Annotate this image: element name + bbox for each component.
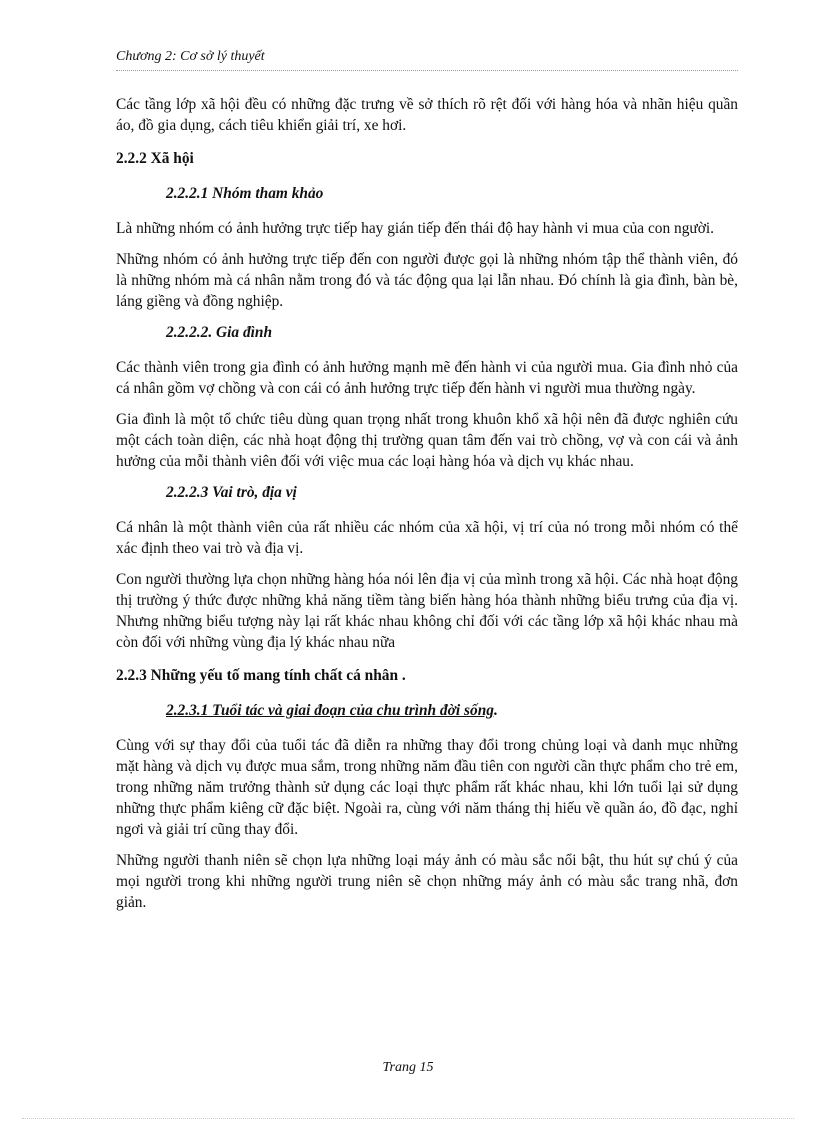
paragraph: Con người thường lựa chọn những hàng hóa nói lên địa vị của mình trong xã hội. Các nhà hoạt động thị trường ý thức được những khả năng tiềm tàng biến hàng hóa thành những biểu trưng của địa vị. Nhưng những biểu tượng này lại rất khác nhau không chỉ đối với các tầng lớp xã hội khác nhau mà còn đối với những vùng địa lý khác nhau nữa: [116, 571, 738, 651]
paragraph: Cá nhân là một thành viên của rất nhiều các nhóm của xã hội, vị trí của nó trong mỗi nhóm có thể xác định theo vai trò và địa vị.: [116, 519, 738, 557]
section-heading-2-2-3: 2.2.3 Những yếu tố mang tính chất cá nhân .: [116, 667, 406, 684]
section-heading-2-2-2: 2.2.2 Xã hội: [116, 150, 194, 167]
subsection-heading-2-2-2-3: 2.2.2.3 Vai trò, địa vị: [166, 484, 297, 501]
subsection-heading-2-2-2-2: 2.2.2.2. Gia đình: [166, 324, 273, 341]
paragraph: Những người thanh niên sẽ chọn lựa những loại máy ảnh có màu sắc nổi bật, thu hút sự chú ý của mọi người trong khi những người trung niên sẽ chọn những máy ảnh có màu sắc trang nhã, đơn giản.: [116, 852, 738, 911]
subsection-heading-2-2-2-1: 2.2.2.1 Nhóm tham khảo: [166, 185, 324, 202]
chapter-header: Chương 2: Cơ sở lý thuyết: [116, 49, 265, 64]
paragraph: Là những nhóm có ảnh hưởng trực tiếp hay gián tiếp đến thái độ hay hành vi mua của con người.: [116, 220, 715, 237]
footer-divider: [22, 1118, 794, 1119]
intro-paragraph: Các tầng lớp xã hội đều có những đặc trưng về sở thích rõ rệt đối với hàng hóa và nhãn hiệu quần áo, đồ gia dụng, cách tiêu khiển giải trí, xe hơi.: [116, 96, 738, 134]
paragraph: Cùng với sự thay đổi của tuổi tác đã diễn ra những thay đổi trong chủng loại và danh mục những mặt hàng và dịch vụ được mua sắm, trong những năm đầu tiên con người cần thực phẩm cho trẻ em, trong những năm trưởng thành sử dụng các loại thực phẩm rất khác nhau, khi lớn tuổi lại sử dụng những thực phẩm kiêng cữ đặc biệt. Ngoài ra, cùng với năm tháng thị hiếu về quần áo, đồ đạc, nghỉ ngơi và giải trí cũng thay đổi.: [116, 737, 738, 838]
paragraph: Các thành viên trong gia đình có ảnh hưởng mạnh mẽ đến hành vi của người mua. Gia đình nhỏ của cá nhân gồm vợ chồng và con cái có ảnh hưởng trực tiếp đến hành vi người mua thường ngày.: [116, 359, 738, 397]
subsection-heading-2-2-3-1: 2.2.3.1 Tuổi tác và giai đoạn của chu trình đời sống.: [166, 702, 498, 719]
paragraph: Gia đình là một tổ chức tiêu dùng quan trọng nhất trong khuôn khổ xã hội nên đã được nghiên cứu một cách toàn diện, các nhà hoạt động thị trường quan tâm đến vai trò chồng, vợ và con cái và ảnh hưởng của mỗi thành viên đối với việc mua các loại hàng hóa và dịch vụ khác nhau.: [116, 411, 738, 470]
page-number: Trang 15: [382, 1060, 434, 1075]
document-body: [116, 94, 738, 923]
header-divider: [116, 70, 738, 71]
paragraph: Những nhóm có ảnh hưởng trực tiếp đến con người được gọi là những nhóm tập thể thành viên, đó là những nhóm mà cá nhân nằm trong đó và tác động qua lại lẫn nhau. Đó chính là gia đình, bàn bè, láng giềng và đồng nghiệp.: [116, 251, 738, 310]
